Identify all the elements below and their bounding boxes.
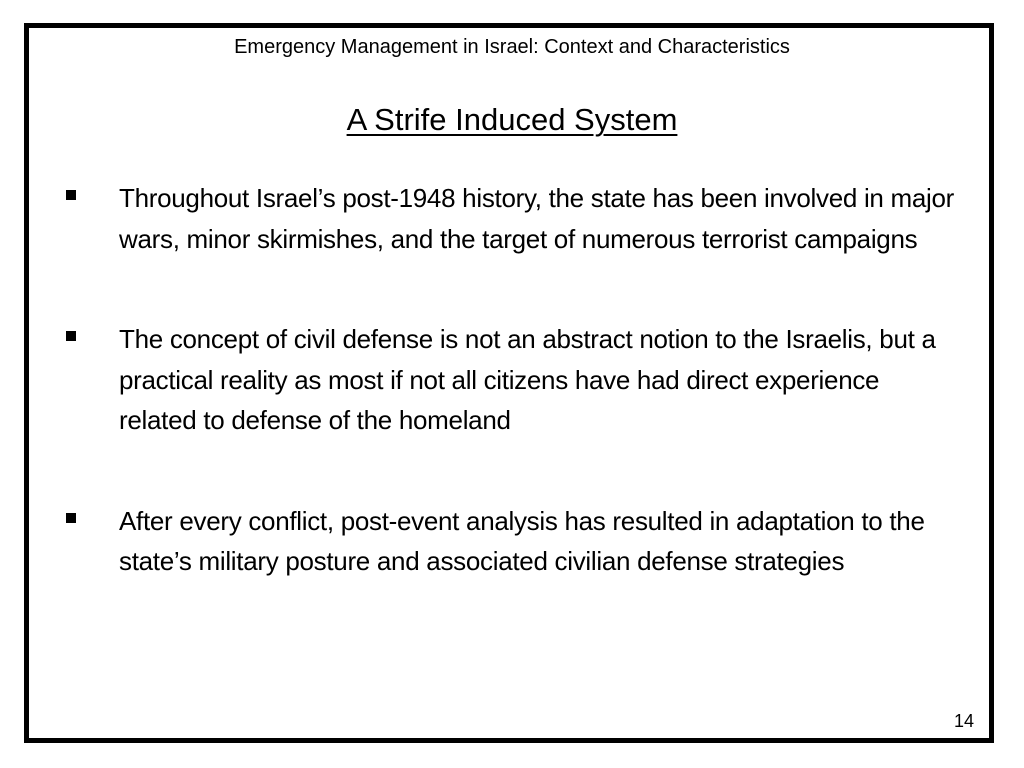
square-bullet-icon — [66, 513, 76, 523]
slide-title: A Strife Induced System — [346, 102, 678, 137]
page-number: 14 — [953, 711, 974, 731]
bullet-item — [60, 178, 960, 259]
bullet-text: The concept of civil defense is not an abstract notion to the Israelis, but a practical reality as most if not all citizens have had direct experience related to defense of the homeland — [119, 324, 936, 435]
bullet-item — [60, 319, 960, 441]
bullet-list — [60, 178, 960, 642]
slide-header: Emergency Management in Israel: Context and Characteristics — [234, 36, 790, 58]
square-bullet-icon — [66, 331, 76, 341]
bullet-text: After every conflict, post-event analysis has resulted in adaptation to the state’s military posture and associated civilian defense strategies — [119, 505, 925, 576]
square-bullet-icon — [66, 190, 76, 200]
bullet-item — [60, 501, 960, 582]
bullet-text: Throughout Israel’s post-1948 history, the state has been involved in major wars, minor skirmishes, and the target of numerous terrorist campaigns — [119, 183, 955, 254]
